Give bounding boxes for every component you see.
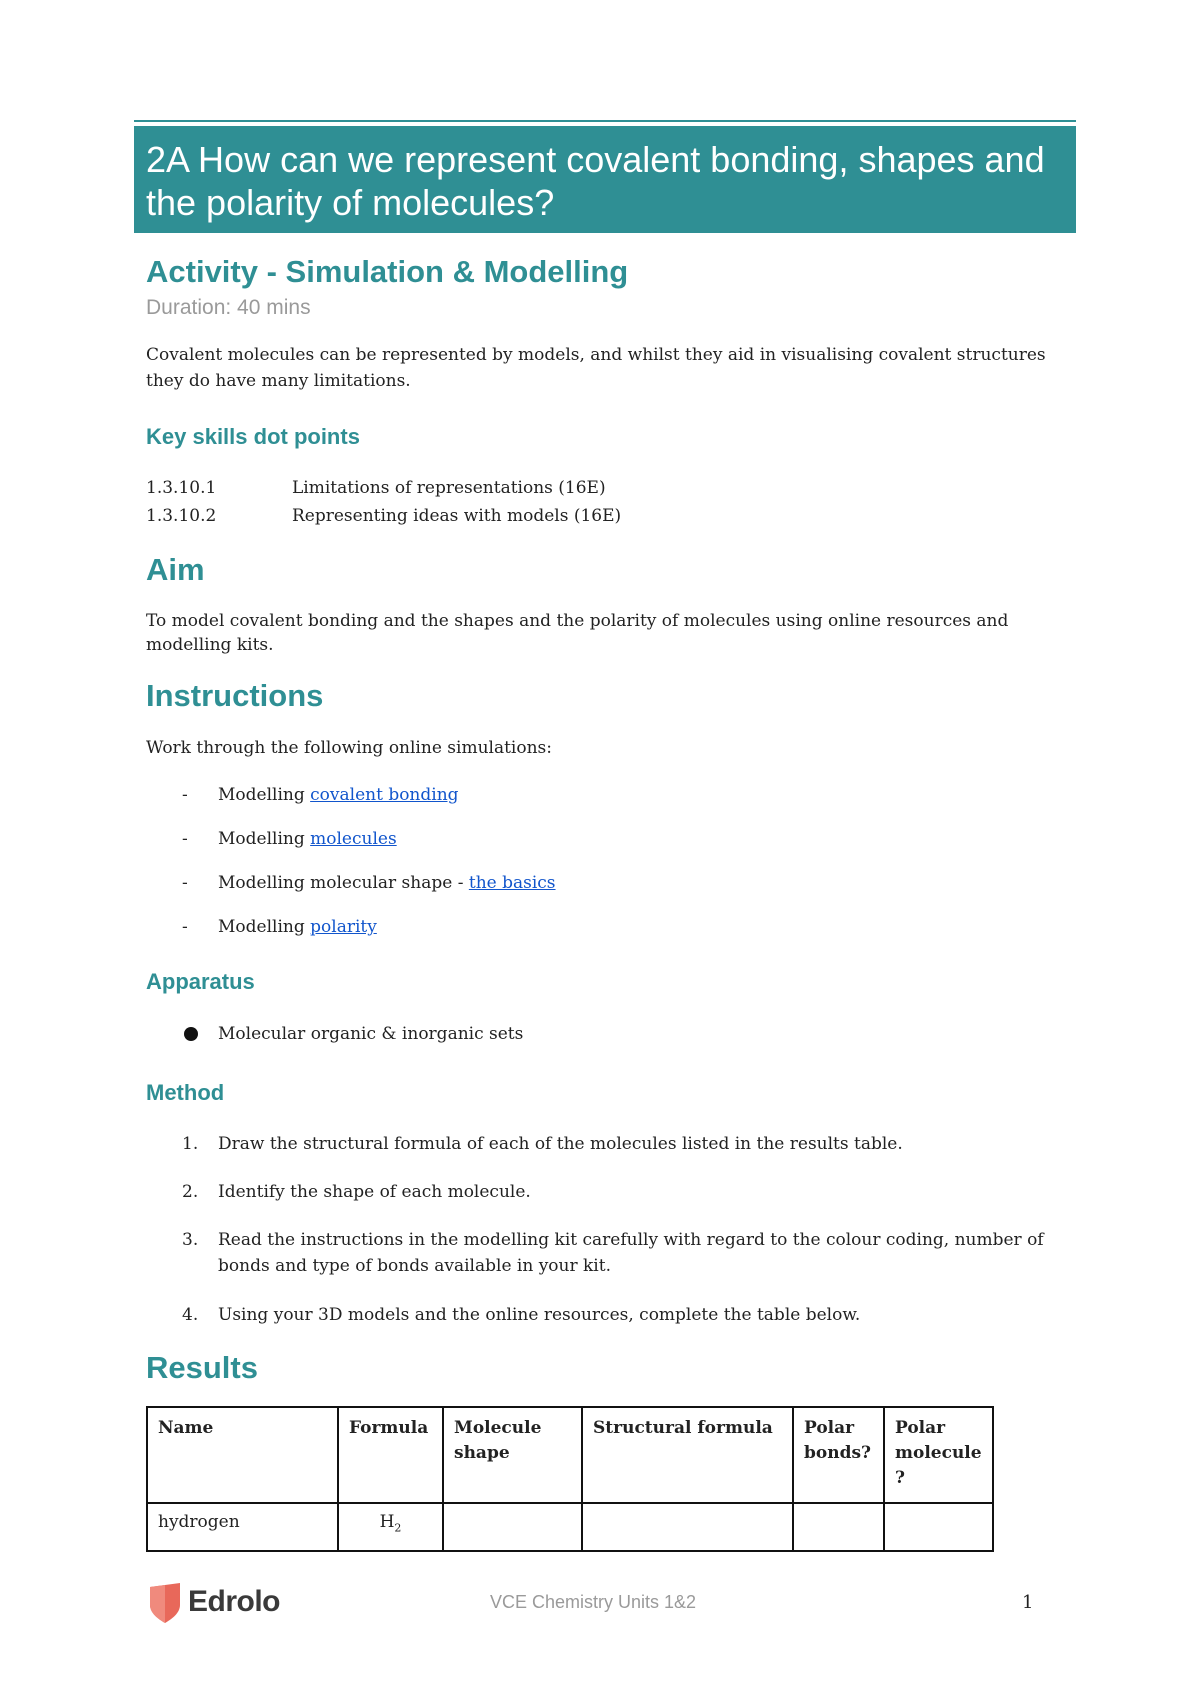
step-number: 1. [182, 1134, 199, 1154]
cell-formula [338, 1503, 443, 1551]
aim-heading: Aim [146, 552, 205, 587]
item-prefix: Modelling [218, 785, 311, 805]
bullet-icon [184, 1027, 198, 1041]
instructions-heading: Instructions [146, 678, 324, 713]
column-header: Polar bonds? [793, 1407, 884, 1503]
activity-duration: Duration: 40 mins [146, 296, 311, 319]
cell-structural-formula[interactable] [582, 1503, 793, 1551]
results-heading: Results [146, 1350, 258, 1385]
cell-name: hydrogen [147, 1503, 338, 1551]
key-skill-code: 1.3.10.1 [146, 478, 217, 498]
activity-heading: Activity - Simulation & Modelling [146, 254, 629, 289]
column-header: Structural formula [582, 1407, 793, 1503]
key-skill-desc: Representing ideas with models (16E) [292, 506, 622, 526]
step-number: 2. [182, 1182, 199, 1202]
formula-subscript: 2 [394, 1521, 402, 1535]
logo-text: Edrolo [188, 1585, 280, 1618]
aim-text: To model covalent bonding and the shapes and the polarity of molecules using online resources and modelling kits. [146, 611, 1009, 655]
formula-base: H [379, 1512, 395, 1532]
step-text: Using your 3D models and the online resources, complete the table below. [218, 1305, 861, 1325]
step-text: Identify the shape of each molecule. [218, 1182, 531, 1202]
cell-shape[interactable] [443, 1503, 582, 1551]
activity-intro: Covalent molecules can be represented by models, and whilst they aid in visualising covalent structures they do have many limitations. [146, 345, 1046, 391]
the-basics-link[interactable]: the basics [468, 873, 556, 893]
key-skills-heading: Key skills dot points [146, 424, 360, 449]
top-divider [134, 120, 1076, 122]
column-header: Molecule shape [443, 1407, 582, 1503]
dash-marker: - [182, 829, 188, 849]
polarity-link[interactable]: polarity [310, 917, 377, 937]
step-text: Read the instructions in the modelling kit carefully with regard to the colour coding, number of bonds and type of bonds available in your kit. [218, 1230, 1044, 1276]
table-header-row [147, 1407, 993, 1503]
step-number: 3. [182, 1230, 199, 1250]
title-banner [134, 126, 1076, 233]
key-skill-code: 1.3.10.2 [146, 506, 217, 526]
item-prefix: Modelling [218, 829, 311, 849]
column-header: Polar molecule ? [884, 1407, 993, 1503]
cell-polar-molecule[interactable] [884, 1503, 993, 1551]
dash-marker: - [182, 917, 188, 937]
item-prefix: Modelling [218, 917, 311, 937]
item-prefix: Modelling molecular shape - [218, 873, 469, 893]
molecules-link[interactable]: molecules [310, 829, 397, 849]
column-header: Name [147, 1407, 338, 1503]
dash-marker: - [182, 785, 188, 805]
key-skill-desc: Limitations of representations (16E) [292, 478, 606, 498]
instructions-intro: Work through the following online simulations: [146, 738, 552, 758]
apparatus-item: Molecular organic & inorganic sets [218, 1024, 524, 1044]
covalent-bonding-link[interactable]: covalent bonding [310, 785, 459, 805]
page-number: 1 [1022, 1592, 1034, 1613]
table-row [147, 1503, 993, 1551]
apparatus-heading: Apparatus [146, 969, 255, 994]
footer-course: VCE Chemistry Units 1&2 [490, 1592, 697, 1612]
method-heading: Method [146, 1080, 225, 1105]
step-text: Draw the structural formula of each of the molecules listed in the results table. [218, 1134, 903, 1154]
shield-icon [148, 1583, 182, 1623]
cell-polar-bonds[interactable] [793, 1503, 884, 1551]
page-title: 2A How can we represent covalent bonding, shapes and the polarity of molecules? [146, 139, 1045, 223]
column-header: Formula [338, 1407, 443, 1503]
step-number: 4. [182, 1305, 199, 1325]
dash-marker: - [182, 873, 188, 893]
results-table [146, 1406, 994, 1552]
